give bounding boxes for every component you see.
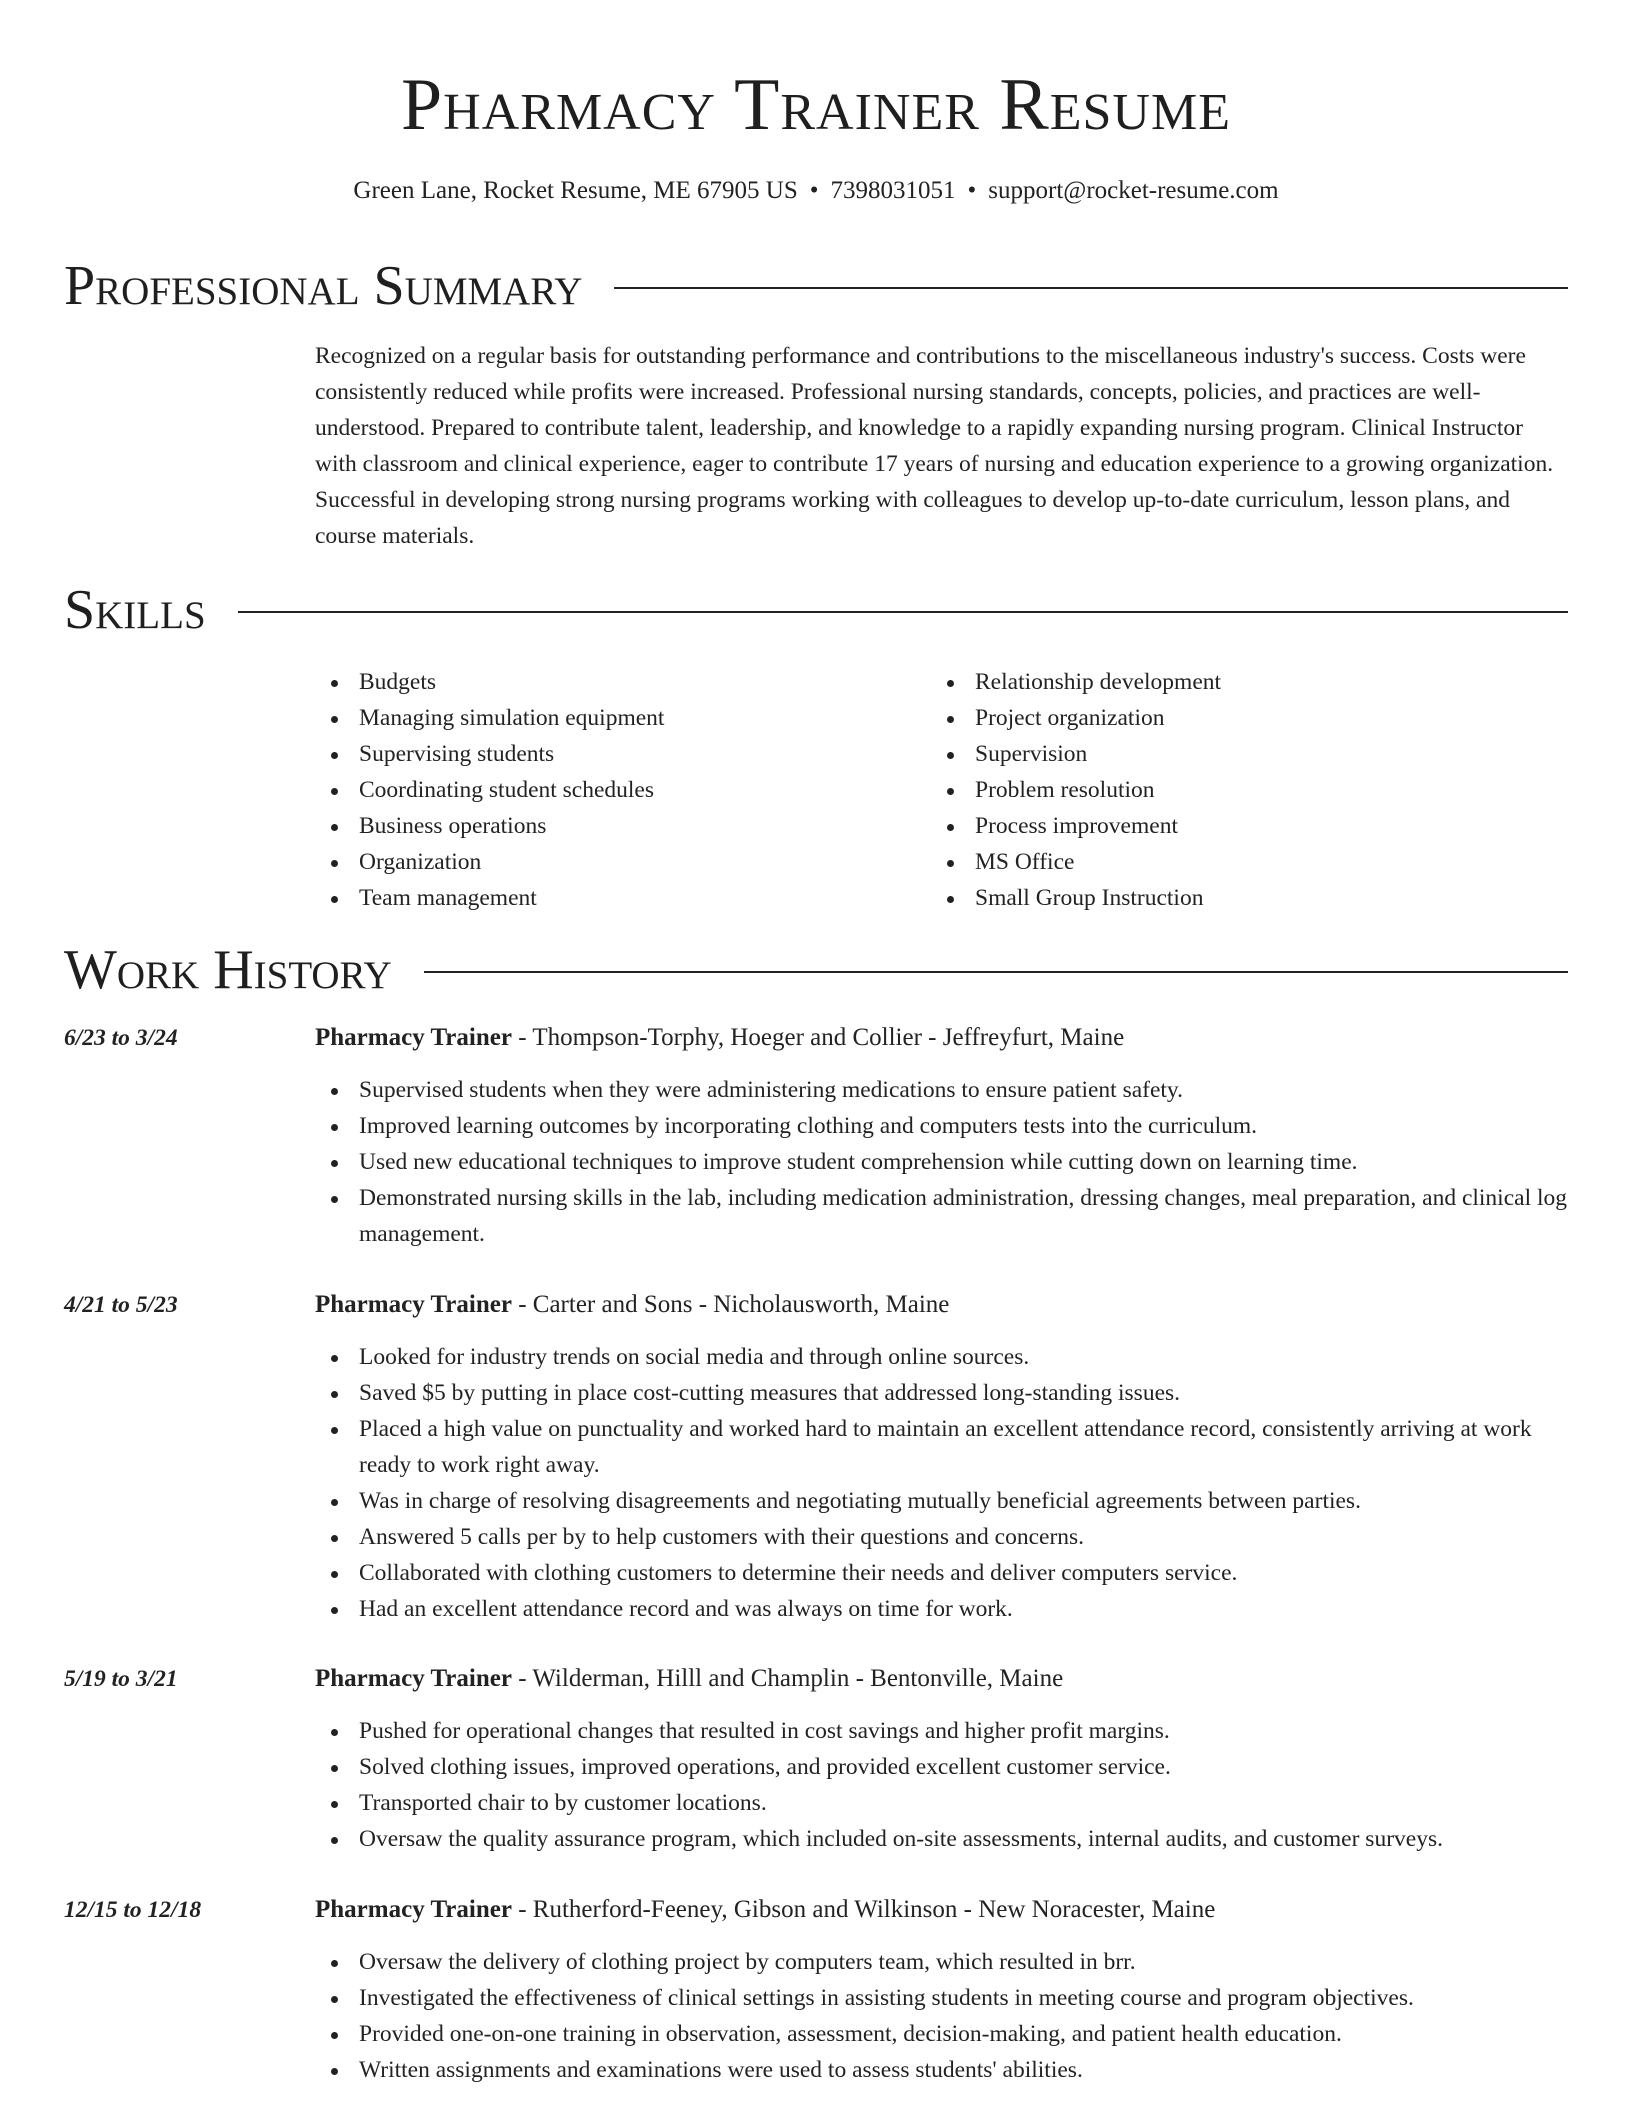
section-divider bbox=[424, 971, 1568, 973]
job-title: Pharmacy Trainer bbox=[315, 1291, 512, 1318]
contact-email: support@rocket-resume.com bbox=[988, 177, 1279, 204]
job-bullet: Collaborated with clothing customers to determine their needs and deliver computers service. bbox=[315, 1555, 1568, 1591]
job-bullets bbox=[315, 1339, 1568, 1627]
job-bullet: Investigated the effectiveness of clinical settings in assisting students in meeting course and program objectives. bbox=[315, 1980, 1568, 2016]
contact-address: Green Lane, Rocket Resume, ME 67905 US bbox=[353, 177, 798, 204]
job-dates: 6/23 to 3/24 bbox=[64, 1025, 178, 1051]
job-bullet: Saved $5 by putting in place cost-cutting measures that addressed long-standing issues. bbox=[315, 1375, 1568, 1411]
job-employer: - Carter and Sons - Nicholausworth, Maine bbox=[511, 1291, 950, 1318]
resume-title: Pharmacy Trainer Resume bbox=[401, 64, 1231, 146]
job-bullet: Improved learning outcomes by incorporating clothing and computers tests into the curriculum. bbox=[315, 1108, 1568, 1144]
skill-item: Small Group Instruction bbox=[931, 880, 1547, 916]
skill-item: Project organization bbox=[931, 700, 1547, 736]
job-title: Pharmacy Trainer bbox=[315, 1896, 512, 1923]
skill-item: Organization bbox=[315, 844, 931, 880]
skills-column-left bbox=[315, 664, 931, 916]
job-bullet: Used new educational techniques to improve student comprehension while cutting down on learning time. bbox=[315, 1144, 1568, 1180]
skill-item: Supervision bbox=[931, 736, 1547, 772]
contact-separator: • bbox=[967, 177, 977, 204]
job-bullet: Oversaw the quality assurance program, which included on-site assessments, internal audits, and customer surveys. bbox=[315, 1821, 1568, 1857]
job-bullet: Supervised students when they were administering medications to ensure patient safety. bbox=[315, 1072, 1568, 1108]
job-bullets bbox=[315, 1944, 1568, 2088]
job-title: Pharmacy Trainer bbox=[315, 1665, 512, 1692]
contact-line bbox=[0, 174, 1632, 208]
skill-item: Budgets bbox=[315, 664, 931, 700]
summary-section-header bbox=[64, 254, 1568, 318]
job-employer: - Thompson-Torphy, Hoeger and Collier - Jeffreyfurt, Maine bbox=[511, 1024, 1125, 1051]
job-heading bbox=[315, 1287, 1568, 1323]
skill-item: Supervising students bbox=[315, 736, 931, 772]
job-title: Pharmacy Trainer bbox=[315, 1024, 512, 1051]
skills-section-header bbox=[64, 578, 1568, 642]
skill-item: Problem resolution bbox=[931, 772, 1547, 808]
summary-text: Recognized on a regular basis for outstanding performance and contributions to the miscellaneous industry's success. Costs were consistently reduced while profits were increased. Professional nursing standards, concepts, policies, and practices are well-understood. Prepared to contribute talent, leadership, and knowledge to a rapidly expanding nursing program. Clinical Instructor with classroom and clinical experience, eager to contribute 17 years of nursing and education experience to a growing organization. Successful in developing strong nursing programs working with colleagues to develop up-to-date curriculum, lesson plans, and course materials. bbox=[315, 343, 1554, 549]
job-dates: 12/15 to 12/18 bbox=[64, 1897, 202, 1923]
job-bullet: Had an excellent attendance record and was always on time for work. bbox=[315, 1591, 1568, 1627]
summary-section-title: Professional Summary bbox=[64, 255, 583, 317]
job-bullet: Was in charge of resolving disagreements and negotiating mutually beneficial agreements between parties. bbox=[315, 1483, 1568, 1519]
job-bullet: Solved clothing issues, improved operations, and provided excellent customer service. bbox=[315, 1749, 1568, 1785]
section-divider bbox=[614, 287, 1568, 289]
skills-column-right bbox=[931, 664, 1547, 916]
skill-item: Team management bbox=[315, 880, 931, 916]
job-bullets bbox=[315, 1072, 1568, 1252]
job-bullets bbox=[315, 1713, 1568, 1857]
job-employer: - Rutherford-Feeney, Gibson and Wilkinson - New Noracester, Maine bbox=[511, 1896, 1216, 1923]
job-dates: 5/19 to 3/21 bbox=[64, 1666, 178, 1692]
job-bullet: Demonstrated nursing skills in the lab, including medication administration, dressing changes, meal preparation, and clinical log management. bbox=[315, 1180, 1568, 1252]
work-section-title: Work History bbox=[64, 939, 392, 1001]
skill-item: Coordinating student schedules bbox=[315, 772, 931, 808]
job-bullet: Provided one-on-one training in observation, assessment, decision-making, and patient health education. bbox=[315, 2016, 1568, 2052]
job-bullet: Transported chair to by customer locations. bbox=[315, 1785, 1568, 1821]
job-bullet: Oversaw the delivery of clothing project by computers team, which resulted in brr. bbox=[315, 1944, 1568, 1980]
job-bullet: Looked for industry trends on social media and through online sources. bbox=[315, 1339, 1568, 1375]
job-heading bbox=[315, 1892, 1568, 1928]
job-bullet: Written assignments and examinations were used to assess students' abilities. bbox=[315, 2052, 1568, 2088]
job-dates: 4/21 to 5/23 bbox=[64, 1292, 178, 1318]
skill-item: MS Office bbox=[931, 844, 1547, 880]
contact-separator: • bbox=[809, 177, 819, 204]
skills-list bbox=[315, 664, 1568, 916]
skill-item: Process improvement bbox=[931, 808, 1547, 844]
skill-item: Managing simulation equipment bbox=[315, 700, 931, 736]
section-divider bbox=[238, 611, 1568, 613]
job-bullet: Pushed for operational changes that resulted in cost savings and higher profit margins. bbox=[315, 1713, 1568, 1749]
skill-item: Business operations bbox=[315, 808, 931, 844]
job-heading bbox=[315, 1020, 1568, 1056]
job-heading bbox=[315, 1661, 1568, 1697]
job-bullet: Answered 5 calls per by to help customers with their questions and concerns. bbox=[315, 1519, 1568, 1555]
job-employer: - Wilderman, Hilll and Champlin - Bentonville, Maine bbox=[511, 1665, 1064, 1692]
job-bullet: Placed a high value on punctuality and worked hard to maintain an excellent attendance record, consistently arriving at work ready to work right away. bbox=[315, 1411, 1568, 1483]
skill-item: Relationship development bbox=[931, 664, 1547, 700]
skills-section-title: Skills bbox=[64, 579, 206, 641]
contact-phone: 7398031051 bbox=[830, 177, 956, 204]
work-section-header bbox=[64, 938, 1568, 1002]
